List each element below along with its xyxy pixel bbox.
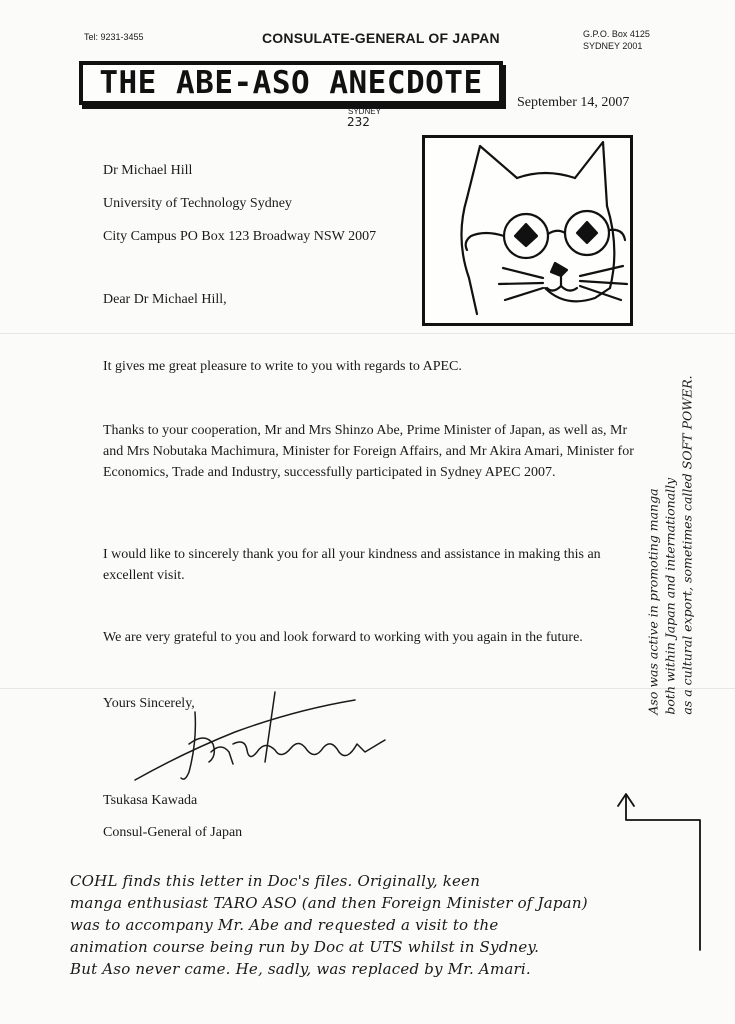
letter-date: September 14, 2007	[517, 95, 630, 110]
handwritten-note-line: animation course being run by Doc at UTS whilst in Sydney.	[70, 938, 540, 956]
telephone-number: Tel: 9231-3455	[84, 32, 144, 42]
side-note-text	[645, 375, 696, 714]
side-note-line: both within Japan and internationally	[662, 477, 678, 715]
title-label-box	[79, 61, 503, 105]
postal-address	[583, 28, 650, 52]
title-label: THE ABE-ASO ANECDOTE	[99, 65, 483, 101]
recipient-name: Dr Michael Hill	[103, 163, 193, 178]
body-paragraph: Thanks to your cooperation, Mr and Mrs Shinzo Abe, Prime Minister of Japan, as well as, Mr and Mrs Nobutaka Machimura, Minister for Foreign Affairs, and Mr Akira Amari, Minister for Economics, Trade and Industry, successfully participated in Sydney APEC 2007.	[103, 423, 634, 480]
recipient-institution: University of Technology Sydney	[103, 196, 292, 211]
stamp-city: SYDNEY	[348, 107, 381, 116]
body-paragraph: It gives me great pleasure to write to you with regards to APEC.	[103, 359, 462, 374]
stamp-number: 232	[347, 115, 370, 129]
side-note-line: as a cultural export, sometimes called SOFT POWER.	[679, 375, 695, 715]
signature-scribble-icon	[125, 682, 405, 792]
closing: Yours Sincerely,	[103, 696, 195, 711]
recipient-address: City Campus PO Box 123 Broadway NSW 2007	[103, 229, 377, 244]
handwritten-note-line: manga enthusiast TARO ASO (and then Foreign Minister of Japan)	[70, 894, 588, 912]
body-paragraph: I would like to sincerely thank you for all your kindness and assistance in making this an excellent visit.	[103, 547, 601, 583]
letterhead-title: CONSULATE-GENERAL OF JAPAN	[262, 30, 500, 46]
postal-box-line: G.P.O. Box 4125	[583, 29, 650, 39]
signatory-title: Consul-General of Japan	[103, 825, 243, 840]
side-note-line: Aso was active in promoting manga	[645, 488, 661, 715]
signature	[125, 682, 405, 797]
cat-drawing	[422, 135, 633, 326]
handwritten-note-line: But Aso never came. He, sadly, was replaced by Mr. Amari.	[70, 960, 531, 978]
postal-city-line: SYDNEY 2001	[583, 41, 643, 51]
signatory-name: Tsukasa Kawada	[103, 793, 198, 808]
side-note	[620, 290, 720, 800]
cat-with-glasses-icon	[425, 138, 630, 323]
handwritten-note-line: was to accompany Mr. Abe and requested a visit to the	[70, 916, 499, 934]
arrow-up-icon	[600, 790, 710, 970]
salutation: Dear Dr Michael Hill,	[103, 292, 227, 307]
body-paragraph: We are very grateful to you and look forward to working with you again in the future.	[103, 630, 583, 645]
handwritten-note-line: COHL finds this letter in Doc's files. Originally, keen	[70, 872, 481, 890]
